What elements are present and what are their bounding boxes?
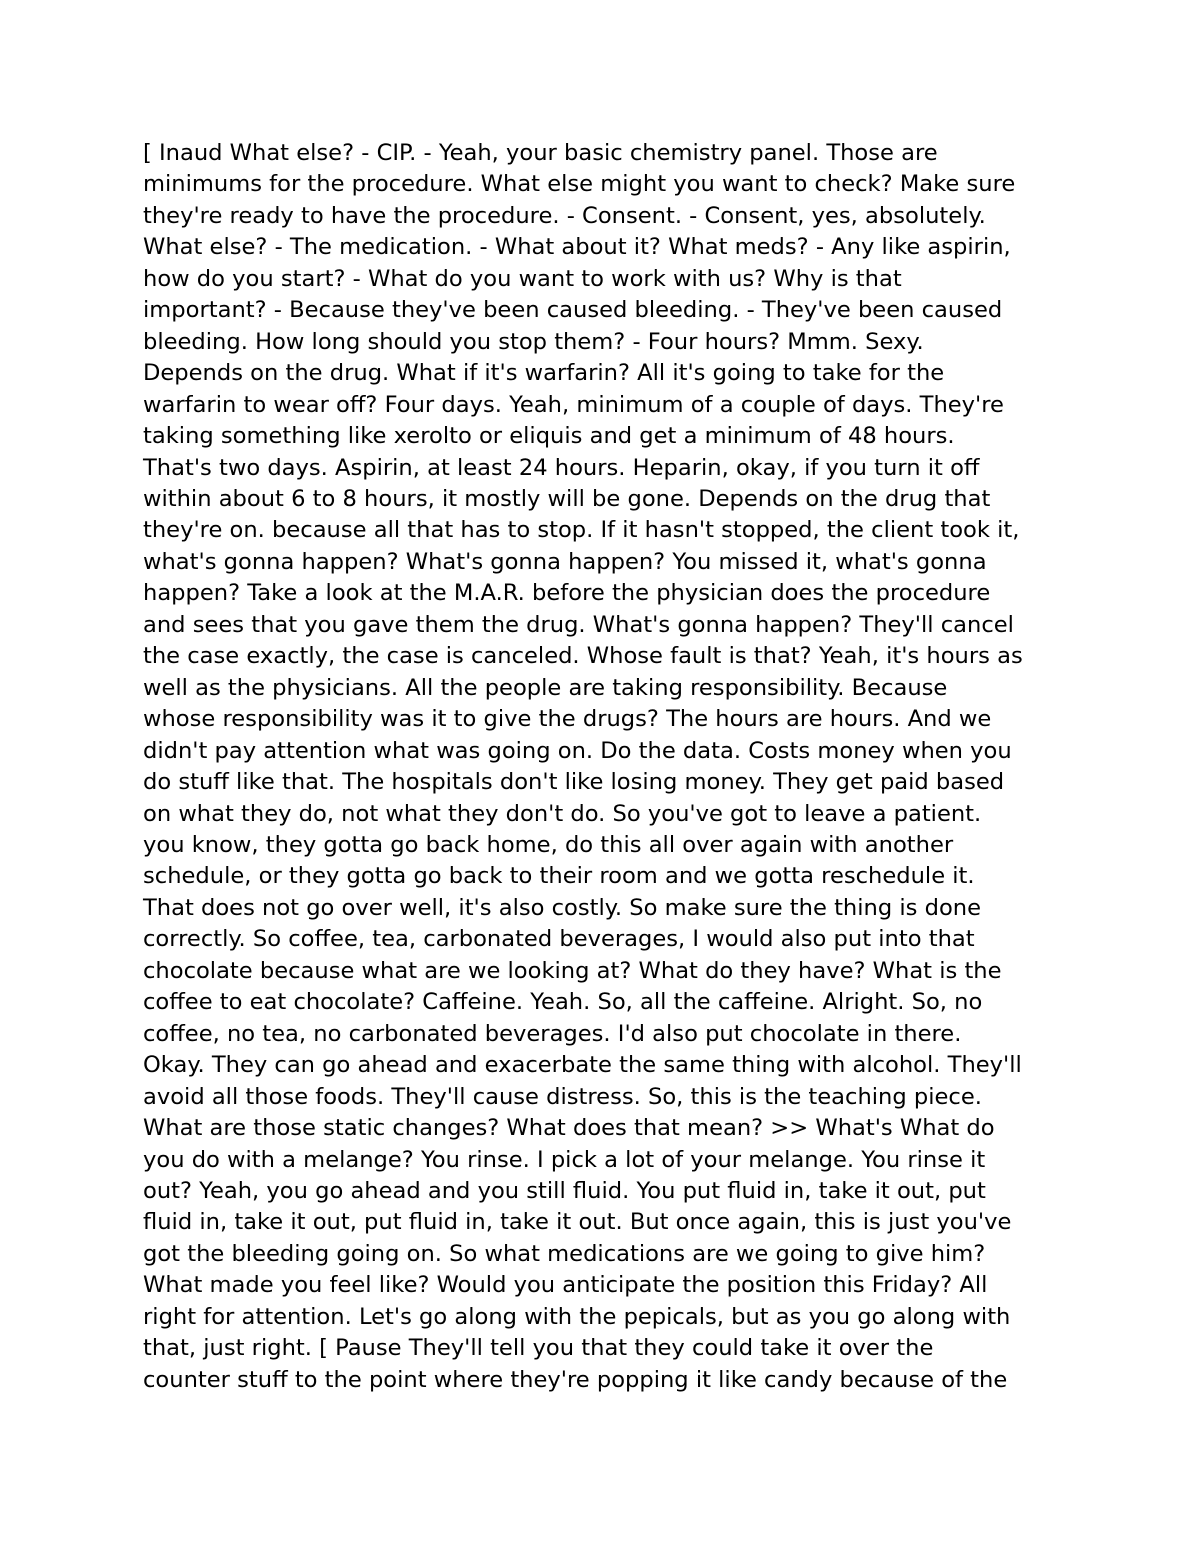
text-line: schedule, or they gotta go back to their room and we gotta reschedule it.: [143, 863, 975, 890]
text-line: they're ready to have the procedure. - Consent. - Consent, yes, absolutely.: [143, 202, 986, 229]
transcript-body: [143, 138, 1023, 1396]
text-line: coffee to eat chocolate? Caffeine. Yeah. So, all the caffeine. Alright. So, no: [143, 989, 983, 1016]
text-line: you know, they gotta go back home, do this all over again with another: [143, 831, 954, 858]
text-line: taking something like xerolto or eliquis and get a minimum of 48 hours.: [143, 423, 955, 450]
text-line: whose responsibility was it to give the drugs? The hours are hours. And we: [143, 706, 992, 733]
text-line: coffee, no tea, no carbonated beverages. I'd also put chocolate in there.: [143, 1020, 962, 1047]
text-line: counter stuff to the point where they're popping it like candy because of the: [143, 1366, 1008, 1393]
text-line: that, just right. [ Pause They'll tell you that they could take it over the: [143, 1335, 934, 1362]
text-line: how do you start? - What do you want to work with us? Why is that: [143, 265, 902, 292]
text-line: happen? Take a look at the M.A.R. before the physician does the procedure: [143, 580, 991, 607]
text-line: well as the physicians. All the people are taking responsibility. Because: [143, 674, 948, 701]
text-line: avoid all those foods. They'll cause distress. So, this is the teaching piece.: [143, 1083, 982, 1110]
text-line: What are those static changes? What does that mean? >> What's What do: [143, 1115, 995, 1142]
text-line: within about 6 to 8 hours, it mostly will be gone. Depends on the drug that: [143, 485, 991, 512]
text-line: the case exactly, the case is canceled. Whose fault is that? Yeah, it's hours as: [143, 643, 1023, 670]
text-line: fluid in, take it out, put fluid in, take it out. But once again, this is just you've: [143, 1209, 1012, 1236]
text-line: important? - Because they've been caused bleeding. - They've been caused: [143, 297, 1003, 324]
text-line: What else? - The medication. - What about it? What meds? - Any like aspirin,: [143, 234, 1011, 261]
text-line: What made you feel like? Would you anticipate the position this Friday? All: [143, 1272, 988, 1299]
text-line: [ Inaud What else? - CIP. - Yeah, your basic chemistry panel. Those are: [143, 140, 938, 166]
text-line: out? Yeah, you go ahead and you still fluid. You put fluid in, take it out, put: [143, 1177, 986, 1204]
text-line: correctly. So coffee, tea, carbonated beverages, I would also put into that: [143, 926, 975, 953]
text-line: got the bleeding going on. So what medications are we going to give him?: [143, 1240, 986, 1267]
text-line: minimums for the procedure. What else might you want to check? Make sure: [143, 171, 1016, 198]
text-line: chocolate because what are we looking at? What do they have? What is the: [143, 957, 1002, 984]
text-line: bleeding. How long should you stop them? - Four hours? Mmm. Sexy.: [143, 328, 924, 355]
text-line: they're on. because all that has to stop. If it hasn't stopped, the client took it,: [143, 517, 1020, 544]
text-line: Okay. They can go ahead and exacerbate the same thing with alcohol. They'll: [143, 1052, 1022, 1079]
text-line: right for attention. Let's go along with the pepicals, but as you go along with: [143, 1303, 1011, 1330]
text-line: do stuff like that. The hospitals don't like losing money. They get paid based: [143, 769, 1005, 796]
text-line: and sees that you gave them the drug. What's gonna happen? They'll cancel: [143, 611, 1014, 638]
text-line: on what they do, not what they don't do. So you've got to leave a patient.: [143, 800, 982, 827]
text-line: warfarin to wear off? Four days. Yeah, minimum of a couple of days. They're: [143, 391, 1004, 418]
text-line: That does not go over well, it's also costly. So make sure the thing is done: [143, 894, 981, 921]
text-line: didn't pay attention what was going on. Do the data. Costs money when you: [143, 737, 1012, 764]
text-line: Depends on the drug. What if it's warfarin? All it's going to take for the: [143, 360, 945, 387]
text-line: what's gonna happen? What's gonna happen? You missed it, what's gonna: [143, 548, 987, 575]
text-line: you do with a melange? You rinse. I pick a lot of your melange. You rinse it: [143, 1146, 986, 1173]
text-line: That's two days. Aspirin, at least 24 hours. Heparin, okay, if you turn it off: [143, 454, 980, 481]
